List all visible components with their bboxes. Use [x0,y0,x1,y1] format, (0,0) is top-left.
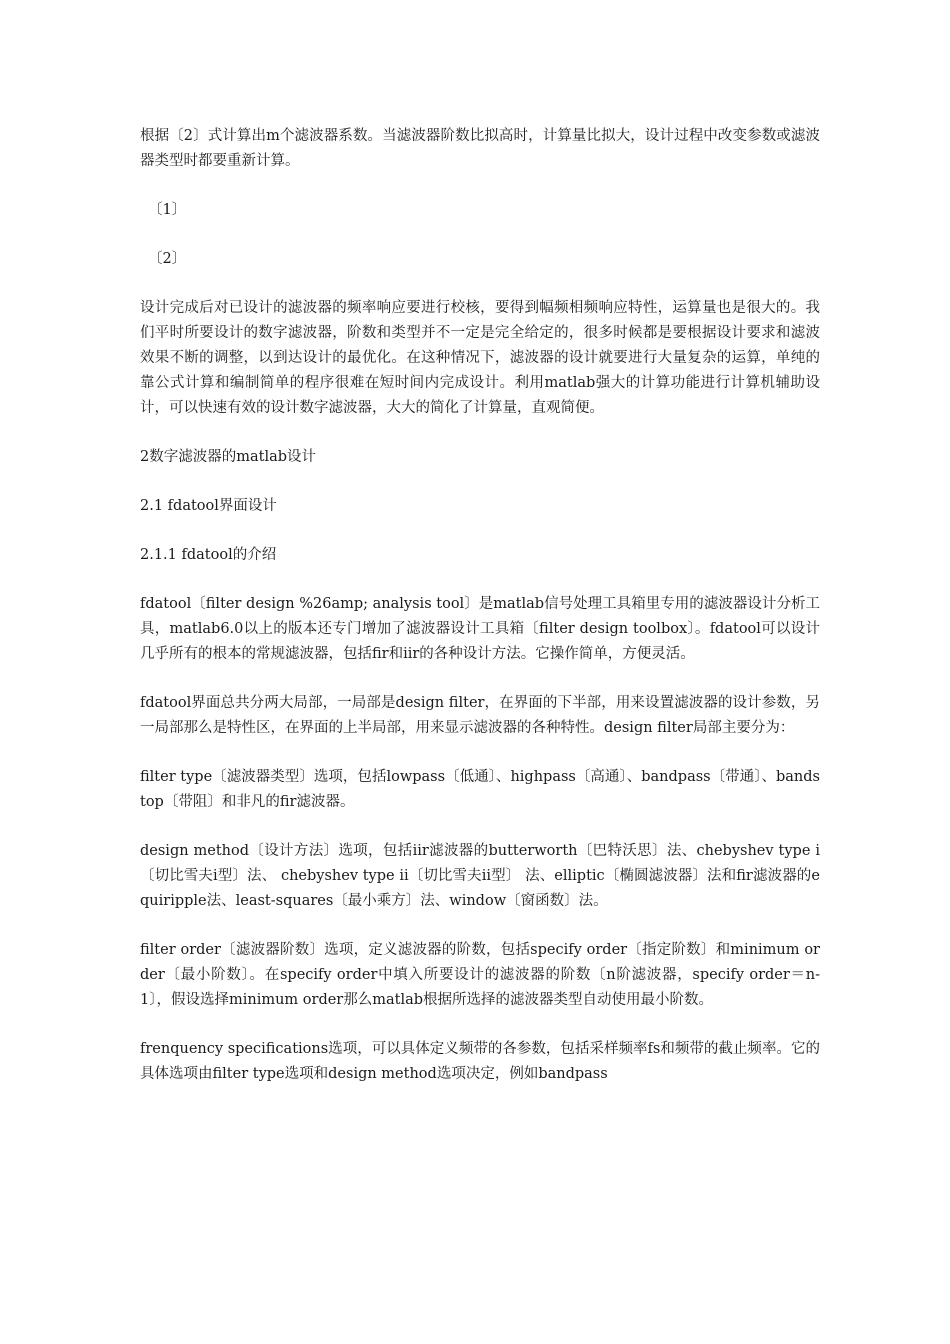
paragraph-frequency-specifications: frenquency specifications选项，可以具体定义频带的各参数，包括采样频率fs和频带的截止频率。它的具体选项由filter type选项和design method选项决定，例如bandpass [140,1041,820,1082]
paragraph-fdatool-layout: fdatool界面总共分两大局部，一局部是design filter，在界面的下半部，用来设置滤波器的设计参数，另一局部那么是特性区，在界面的上半局部，用来显示滤波器的各种特性。design filter局部主要分为： [140,695,820,736]
paragraph-filter-type: filter type〔滤波器类型〕选项，包括lowpass〔低通〕、highpass〔高通〕、bandpass〔带通〕、bandstop〔带阻〕和非凡的fir滤波器。 [140,769,820,810]
paragraph-design-verification: 设计完成后对已设计的滤波器的频率响应要进行校核，要得到幅频相频响应特性，运算量也是很大的。我们平时所要设计的数字滤波器，阶数和类型并不一定是完全给定的，很多时候都是要根据设计要求和滤波效果不断的调整，以到达设计的最优化。在这种情况下，滤波器的设计就要进行大量复杂的运算，单纯的靠公式计算和编制简单的程序很难在短时间内完成设计。利用matlab强大的计算功能进行计算机辅助设计，可以快速有效的设计数字滤波器，大大的简化了计算量，直观简便。 [140,300,820,416]
paragraph-filter-order: filter order〔滤波器阶数〕选项，定义滤波器的阶数，包括specify order〔指定阶数〕和minimum order〔最小阶数〕。在specify order中填入所要设计的滤波器的阶数〔n阶滤波器，specify order＝n-1〕，假设选择minimum order那么matlab根据所选择的滤波器类型自动使用最小阶数。 [140,942,820,1008]
equation-1-label: 〔1〕 [148,202,187,218]
document-body [140,124,820,1111]
paragraph-coefficient-calculation: 根据〔2〕式计算出m个滤波器系数。当滤波器阶数比拟高时，计算量比拟大，设计过程中改变参数或滤波器类型时都要重新计算。 [140,128,820,169]
section-heading-2: 2数字滤波器的matlab设计 [140,449,317,465]
section-heading-2-1-1: 2.1.1 fdatool的介绍 [140,547,277,563]
paragraph-fdatool-intro: fdatool〔filter design %26amp; analysis tool〕是matlab信号处理工具箱里专用的滤波器设计分析工具，matlab6.0以上的版本还专门增加了滤波器设计工具箱〔filter design toolbox〕。fdatool可以设计几乎所有的根本的常规滤波器，包括fir和iir的各种设计方法。它操作简单，方便灵活。 [140,596,820,662]
equation-2-label: 〔2〕 [148,251,187,267]
section-heading-2-1: 2.1 fdatool界面设计 [140,498,277,514]
paragraph-design-method: design method〔设计方法〕选项，包括iir滤波器的butterworth〔巴特沃思〕法、chebyshev type i〔切比雪夫i型〕法、 chebyshev type ii〔切比雪夫ii型〕 法、elliptic〔椭圆滤波器〕法和fir滤波器的equiripple法、least-squares〔最小乘方〕法、window〔窗函数〕法。 [140,843,820,909]
